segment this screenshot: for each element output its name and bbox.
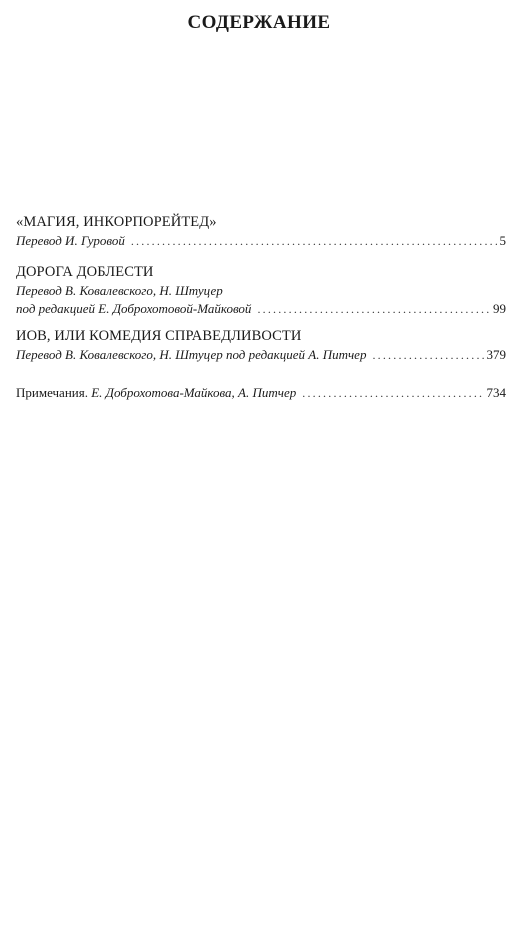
toc-entry-glory-road[interactable] — [16, 263, 506, 318]
dot-leader — [257, 301, 490, 319]
dot-leader — [302, 385, 483, 403]
notes-credit — [16, 384, 296, 402]
toc-entry-job[interactable] — [16, 327, 506, 365]
entry-line — [16, 384, 506, 403]
page-number: 379 — [486, 347, 506, 362]
dot-leader — [131, 233, 497, 251]
notes-authors: Е. Доброхотова-Майкова, А. Питчер — [91, 385, 297, 400]
page-number: 5 — [499, 233, 506, 248]
translator-credit: Перевод В. Ковалевского, Н. Штуцер — [16, 283, 223, 298]
toc-entry-notes[interactable] — [16, 384, 506, 403]
page-number: 734 — [486, 385, 506, 400]
translator-credit: Перевод В. Ковалевского, Н. Штуцер под редакцией А. Питчер — [16, 347, 367, 362]
dot-leader — [372, 347, 483, 365]
entry-title: ДОРОГА ДОБЛЕСТИ — [16, 264, 154, 280]
entry-line — [16, 300, 506, 319]
editor-credit: под редакцией Е. Доброхотовой-Майковой — [16, 300, 252, 316]
notes-label: Примечания. — [16, 385, 88, 400]
page-title: СОДЕРЖАНИЕ — [187, 12, 331, 33]
entry-line — [16, 346, 506, 365]
translator-credit: Перевод И. Гуровой — [16, 233, 125, 248]
toc-entry-magic-inc[interactable] — [16, 213, 506, 251]
entry-line — [16, 232, 506, 251]
entry-line — [16, 282, 506, 300]
entry-title: «МАГИЯ, ИНКОРПОРЕЙТЕД» — [16, 214, 217, 230]
page-number: 99 — [493, 300, 506, 316]
entry-title: ИОВ, ИЛИ КОМЕДИЯ СПРАВЕДЛИВОСТИ — [16, 328, 302, 344]
